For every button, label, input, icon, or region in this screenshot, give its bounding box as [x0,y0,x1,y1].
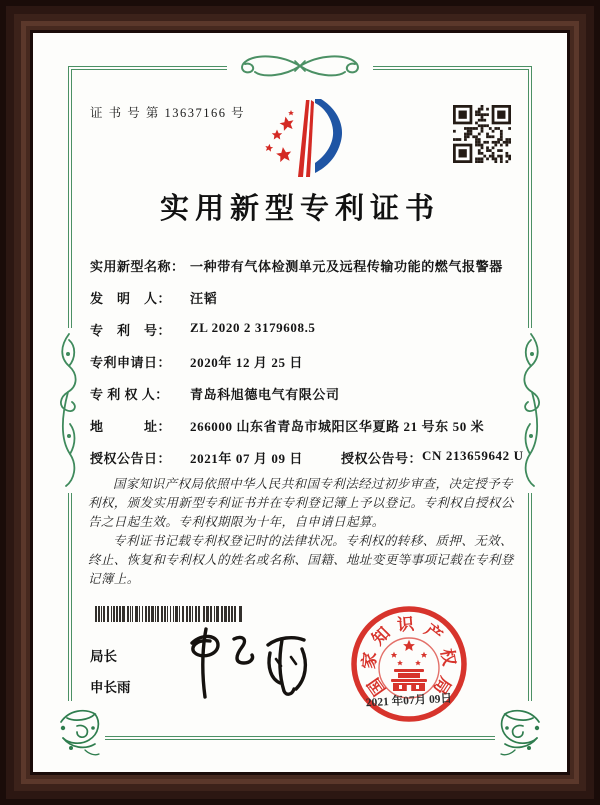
field-label: 专 利 号： [90,323,172,338]
field-label: 实用新型名称： [90,259,185,274]
legal-paragraph-2: 专利证书记载专利权登记时的法律状况。专利权的转移、质押、无效、终止、恢复和专利权人的姓名或名称、国籍、地址变更等事项记载在专利登记簿上。 [88,534,514,586]
legal-paragraph-1: 国家知识产权局依照中华人民共和国专利法经过初步审查，决定授予专利权，颁发实用新型专利证书并在专利登记簿上予以登记。专利权自授权公告之日起生效。专利权期限为十年，自申请日起算。 [88,477,514,529]
field-inventor [90,288,549,304]
seal-date: 2021 年07月 09日 [365,692,453,710]
field-patentee [90,384,549,400]
certificate-title: 实用新型专利证书 [159,193,440,225]
director-title: 局长 [90,649,117,664]
qr-code [453,105,511,163]
svg-text:产: 产 [420,620,446,646]
certificate-number: 证 书 号 第 13637166 号 [90,106,246,120]
bottom-left-floral-ornament [53,701,105,761]
legal-text [88,475,518,589]
bottom-right-floral-ornament [495,701,547,761]
svg-text:家: 家 [359,651,380,670]
field-value: 青岛科旭德电气有限公司 [190,387,340,402]
field-label: 地 址： [90,419,172,434]
field-rows [90,256,549,480]
barcode [95,606,245,622]
grant-number-value: CN 213659642 U [422,448,524,463]
svg-text:局: 局 [429,673,455,698]
svg-text:识: 识 [396,614,415,635]
field-patent-name [90,256,549,272]
grant-date-label: 授权公告日： [90,451,172,466]
field-value: ZL 2020 2 3179608.5 [190,320,316,335]
director-block [90,645,131,707]
field-address [90,416,549,432]
grant-number-label: 授权公告号： [341,451,423,466]
cnipa-patent-logo-icon [257,93,349,185]
field-patent-number [90,320,549,336]
svg-text:知: 知 [368,623,394,649]
field-grant [90,448,549,464]
top-flourish-ornament [227,51,373,81]
field-value: 汪韬 [190,291,218,306]
cnipa-official-seal [349,604,469,724]
svg-text:权: 权 [437,647,459,668]
field-value: 266000 山东省青岛市城阳区华夏路 21 号东 50 米 [190,419,485,434]
field-filing-date [90,352,549,368]
field-label: 专利申请日： [90,355,172,370]
director-name: 申长雨 [90,680,131,695]
certificate-paper [33,33,567,772]
field-label: 发 明 人： [90,291,172,306]
field-value: 2020年 12 月 25 日 [190,355,303,370]
field-label: 专 利 权 人： [90,387,169,402]
grant-date-value: 2021年 07 月 09 日 [190,451,303,466]
field-value: 一种带有气体检测单元及远程传输功能的燃气报警器 [190,259,503,274]
handwritten-signature [176,623,316,703]
left-border-ornament [55,328,83,493]
svg-text:国: 国 [363,674,390,700]
